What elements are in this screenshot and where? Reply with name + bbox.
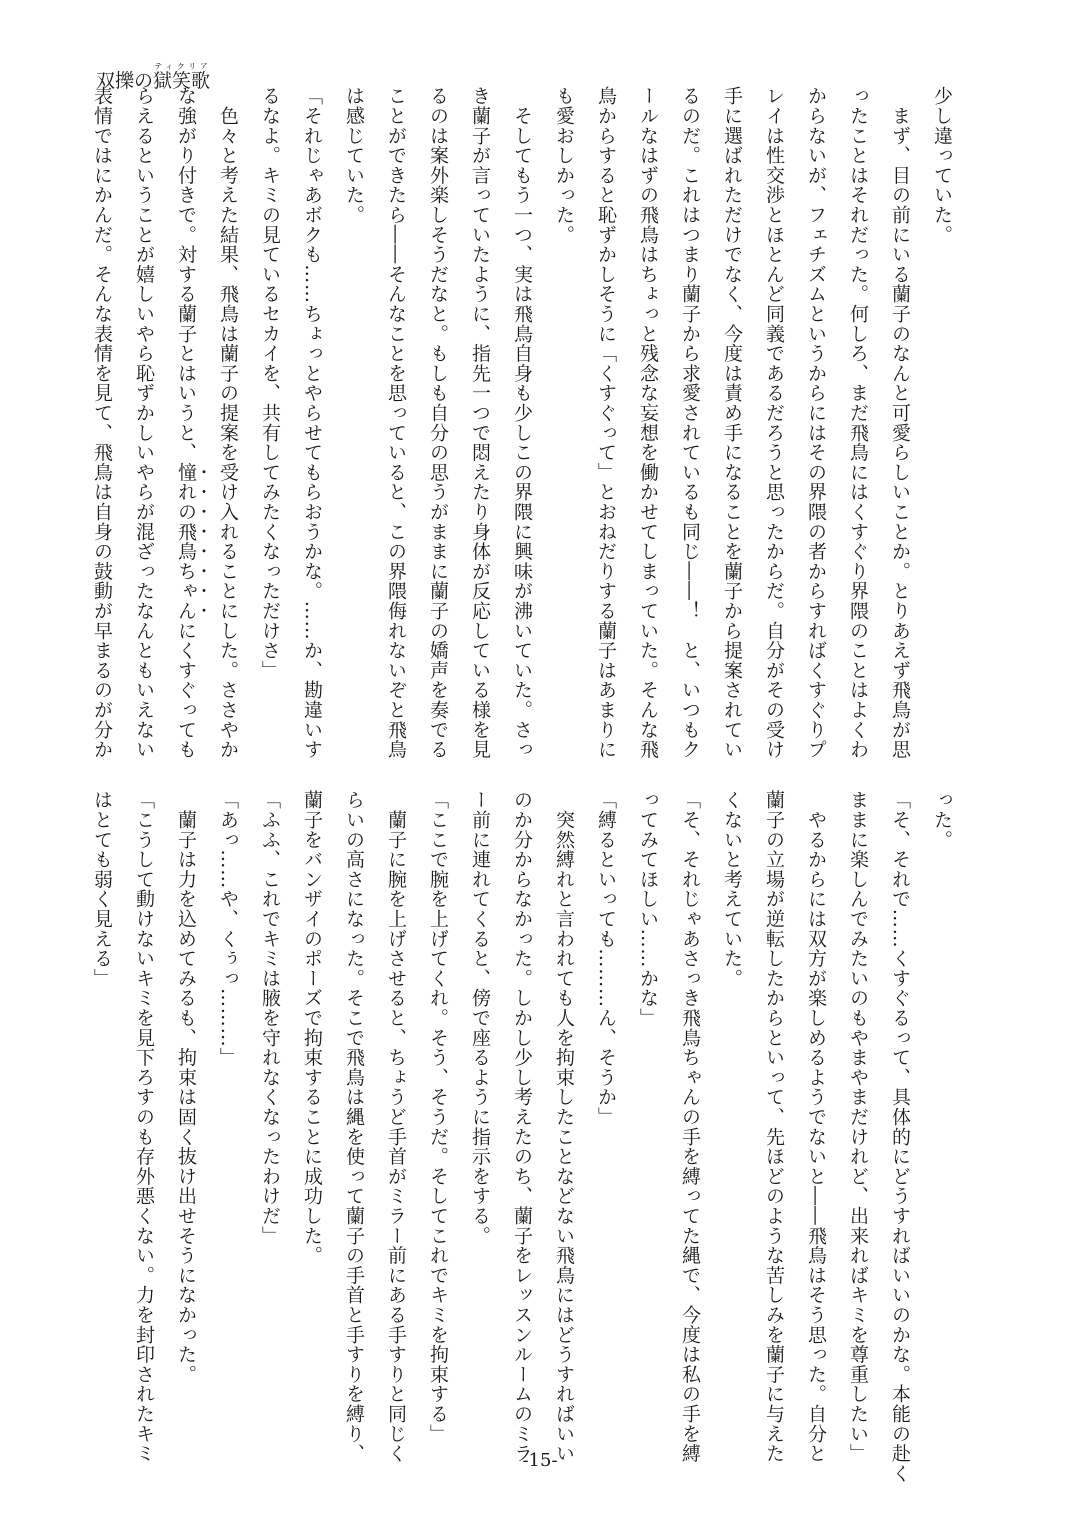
text-column: ことができたら――そんなことを思っていると、この界隈侮れないぞと飛鳥 bbox=[385, 86, 407, 760]
text-column: ールなはずの飛鳥はちょっと残念な妄想を働かせてしまっていた。そんな飛 bbox=[637, 86, 659, 760]
text-column: も愛おしかった。 bbox=[553, 86, 575, 245]
emphasized-text: 憧れの飛鳥ちゃん bbox=[175, 462, 197, 621]
text-column: くないと考えていた。 bbox=[721, 790, 743, 988]
text-column: 「ここで腕を上げてくれ。そう、そうだ。そしてこれでキミを拘束する」 bbox=[427, 790, 449, 1444]
text-column: ままに楽しんでみたいのもやまやまだけれど、出来ればキミを尊重したい」 bbox=[847, 790, 869, 1464]
text-column: 「ふふ、これでキミは腋を守れなくなったわけだ」 bbox=[259, 790, 281, 1246]
text-column: 少し違っていた。 bbox=[931, 86, 953, 245]
text-column: レイは性交渉とほとんど同義であるだろうと思ったからだ。自分がその受け bbox=[763, 86, 785, 760]
page-number: -15- bbox=[522, 1450, 558, 1471]
text-column: 鳥からすると恥ずかしそうに「くすぐって」とおねだりする蘭子はあまりに bbox=[595, 86, 617, 760]
text-column: やるからには双方が楽しめるようでないと――飛鳥はそう思った。自分と bbox=[805, 790, 827, 1464]
book-title-main: 獄笑歌 bbox=[153, 70, 211, 92]
text-column: のか分からなかった。しかし少し考えたのち、蘭子をレッスンルームのミラ bbox=[511, 790, 533, 1464]
text-column bbox=[174, 86, 208, 759]
text-column: 「縛るといっても………ん、そうか」 bbox=[595, 790, 617, 1127]
text-column: そしてもう一つ、実は飛鳥自身も少しこの界隈に興味が沸いていた。さっ bbox=[511, 86, 533, 760]
text-column: ってみてほしい……かな」 bbox=[637, 790, 659, 1028]
text-column: 表情ではにかんだ。そんな表情を見て、飛鳥は自身の鼓動が早まるのが分か bbox=[91, 86, 113, 760]
text-column: るのは案外楽しそうだなと。もしも自分の思うがままに蘭子の嬌声を奏でる bbox=[427, 86, 449, 760]
text-column: 蘭子に腕を上げさせると、ちょうど手首がミラー前にある手すりと同じく bbox=[385, 790, 407, 1464]
text-column: 蘭子は力を込めてみるも、拘束は固く抜け出せそうになかった。 bbox=[175, 790, 197, 1384]
text-column: ー前に連れてくると、傍で座るように指示をする。 bbox=[469, 790, 491, 1246]
text-column: った。 bbox=[931, 790, 953, 850]
text-column: るなよ。キミの見ているセカイを、共有してみたくなっただけさ」 bbox=[259, 86, 281, 680]
book-title-ruby: ティクリア bbox=[153, 62, 211, 71]
text-column: き蘭子が言っていたように、指先一つで悶えたり身体が反応している様を見 bbox=[469, 86, 491, 760]
text-column: 「それじゃあボクも……ちょっとやらせてもらおうかな。……か、勘違いす bbox=[301, 86, 323, 760]
text-column: 突然縛れと言われても人を拘束したことなどない飛鳥にはどうすればいい bbox=[553, 790, 575, 1464]
text-column: 「そ、それで……くすぐるって、具体的にどうすればいいのかな。本能の赴く bbox=[889, 790, 911, 1483]
text-column: 「こうして動けないキミを見下ろすのも存外悪くない。力を封印されたキミ bbox=[133, 790, 155, 1464]
text-column: 蘭子をバンザイのポーズで拘束することに成功した。 bbox=[301, 790, 323, 1266]
text-column: 「あっ……や、くぅっ………」 bbox=[217, 790, 239, 1068]
text-column: 色々と考えた結果、飛鳥は蘭子の提案を受け入れることにした。ささやか bbox=[217, 86, 239, 760]
text-segment: な強がり付きで。対する蘭子とはいうと、 bbox=[175, 86, 197, 463]
text-column: まず、目の前にいる蘭子のなんと可愛らしいことか。とりあえず飛鳥が思 bbox=[889, 86, 911, 760]
book-title-prefix: 双擽の bbox=[96, 70, 154, 92]
text-column: 蘭子の立場が逆転したからといって、先ほどのような苦しみを蘭子に与えた bbox=[763, 790, 785, 1464]
text-column: はとても弱く見える」 bbox=[91, 790, 113, 988]
text-column: ったことはそれだった。何しろ、まだ飛鳥にはくすぐり界隈のことはよくわ bbox=[847, 86, 869, 760]
text-column: は感じていた。 bbox=[343, 86, 365, 225]
text-column: からないが、フェチズムというからにはその界隈の者からすればくすぐりプ bbox=[805, 86, 827, 760]
text-column: らえるということが嬉しいやら恥ずかしいやらが混ざったなんともいえない bbox=[133, 86, 155, 760]
text-segment: にくすぐっても bbox=[175, 620, 197, 760]
text-column: 「そ、それじゃあさっき飛鳥ちゃんの手を縛ってた縄で、今度は私の手を縛 bbox=[679, 790, 701, 1464]
text-column: るのだ。これはつまり蘭子から求愛されているも同じ――！ と、いつもク bbox=[679, 86, 701, 760]
text-column: 手に選ばれただけでなく、今度は責め手になることを蘭子から提案されてい bbox=[721, 86, 743, 760]
text-column: らいの高さになった。そこで飛鳥は縄を使って蘭子の手首と手すりを縛り、 bbox=[343, 790, 365, 1464]
